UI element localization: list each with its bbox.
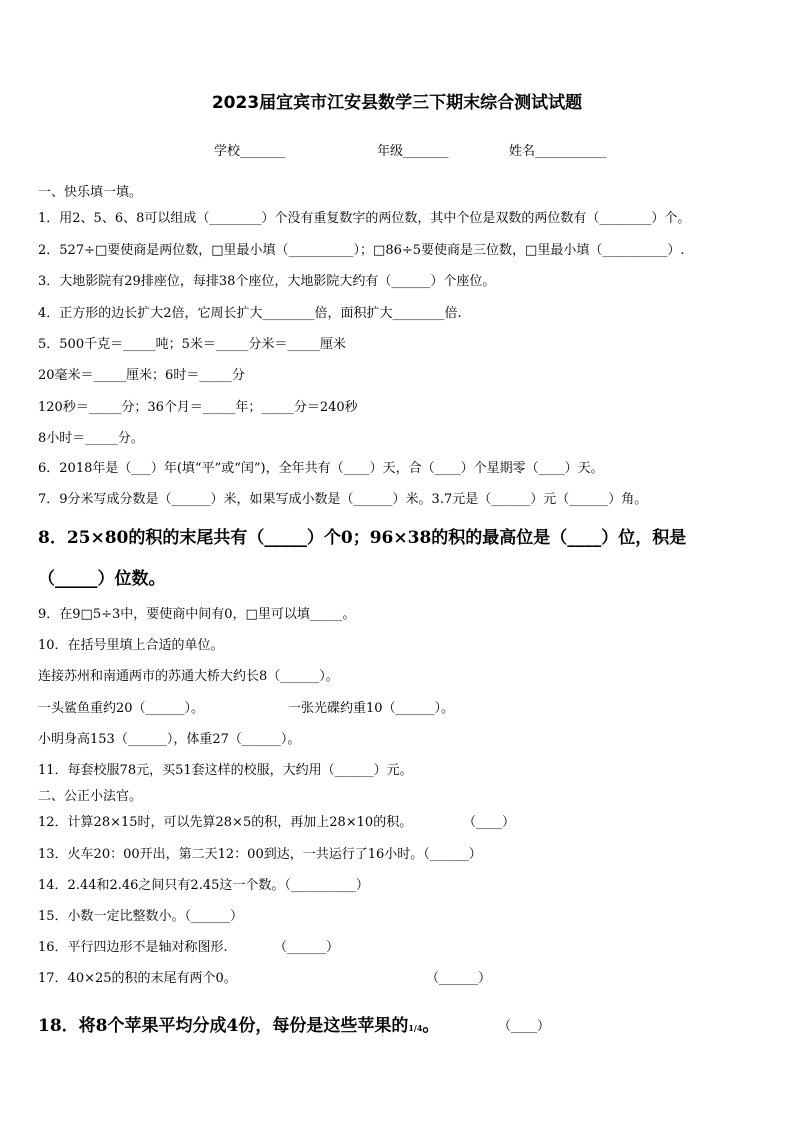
question-5-line-4: 8小时＝_____分。 (38, 431, 144, 446)
question-14: 14．2.44和2.46之间只有2.45这一个数。（__________） (38, 878, 369, 893)
question-5-line-3: 120秒＝_____分；36个月＝_____年；_____分＝240秒 (38, 400, 358, 415)
question-17: 17．40×25的积的末尾有两个0。 (38, 971, 237, 986)
question-5-line-1: 5．500千克＝_____吨；5米＝_____分米＝_____厘米 (38, 337, 346, 352)
section-heading-fill: 一、快乐填一填。 (38, 185, 143, 200)
question-4: 4．正方形的边长扩大2倍，它周长扩大________倍，面积扩大________倍. (38, 306, 462, 321)
name-field: 姓名___________ (509, 144, 607, 159)
question-18-text: 18．将8个苹果平均分成4份，每份是这些苹果的 (38, 1016, 409, 1036)
question-2: 2．527÷□要使商是两位数，□里最小填（__________）；□86÷5要使商是三位数，□里最小填（__________）. (38, 243, 685, 258)
question-16-answer: （______） (274, 940, 340, 955)
question-15: 15．小数一定比整数小。（______） (38, 909, 244, 924)
question-8-line-1: 8．25×80的积的末尾共有（_____）个0；96×38的积的最高位是（____）位，积是 (38, 528, 687, 548)
question-18-period: 。 (422, 1016, 440, 1036)
grade-field: 年级_______ (377, 144, 449, 159)
question-12: 12．计算28×15时，可以先算28×5的积，再加上28×10的积。 (38, 815, 413, 830)
question-8-line-2: （_____）位数。 (38, 569, 166, 589)
question-7: 7．9分米写成分数是（______）米，如果写成小数是（______）米。3.7元是（______）元（______）角。 (38, 492, 648, 507)
question-10-disc: 一张光碟约重10（______）。 (288, 701, 455, 716)
question-11: 11．每套校服78元，买51套这样的校服，大约用（______）元。 (38, 763, 413, 778)
question-10-height: 小明身高153（______），体重27（______）。 (38, 732, 301, 747)
school-field: 学校_______ (214, 144, 286, 159)
page-title: 2023届宜宾市江安县数学三下期末综合测试试题 (211, 93, 583, 113)
question-18 (38, 1011, 439, 1036)
question-1: 1．用2、5、6、8可以组成（________）个没有重复数字的两位数，其中个位是双数的两位数有（________）个。 (38, 211, 691, 226)
question-13: 13．火车20：00开出，第二天12：00到达，一共运行了16小时。（______） (38, 847, 482, 862)
section-heading-judge: 二、公正小法官。 (38, 789, 143, 804)
question-5-line-2: 20毫米＝_____厘米；6时＝_____分 (38, 368, 245, 383)
question-17-answer: （______） (426, 971, 492, 986)
question-10-bridge: 连接苏州和南通两市的苏通大桥大约长8（______）。 (38, 669, 339, 684)
question-16: 16．平行四边形不是轴对称图形. (38, 940, 228, 955)
question-9: 9．在9□5÷3中，要使商中间有0，□里可以填_____。 (38, 607, 356, 622)
question-18-fraction: 1/4 (408, 1023, 423, 1033)
question-10-shark: 一头鲨鱼重约20（______）。 (38, 701, 205, 716)
question-6: 6．2018年是（___）年(填“平”或“闰”)，全年共有（____）天，合（____）个星期零（____）天。 (38, 461, 604, 476)
question-18-answer: （____） (498, 1019, 551, 1034)
question-10: 10．在括号里填上合适的单位。 (38, 638, 224, 653)
question-3: 3．大地影院有29排座位，每排38个座位，大地影院大约有（______）个座位。 (38, 274, 496, 289)
question-12-answer: （____） (463, 815, 516, 830)
